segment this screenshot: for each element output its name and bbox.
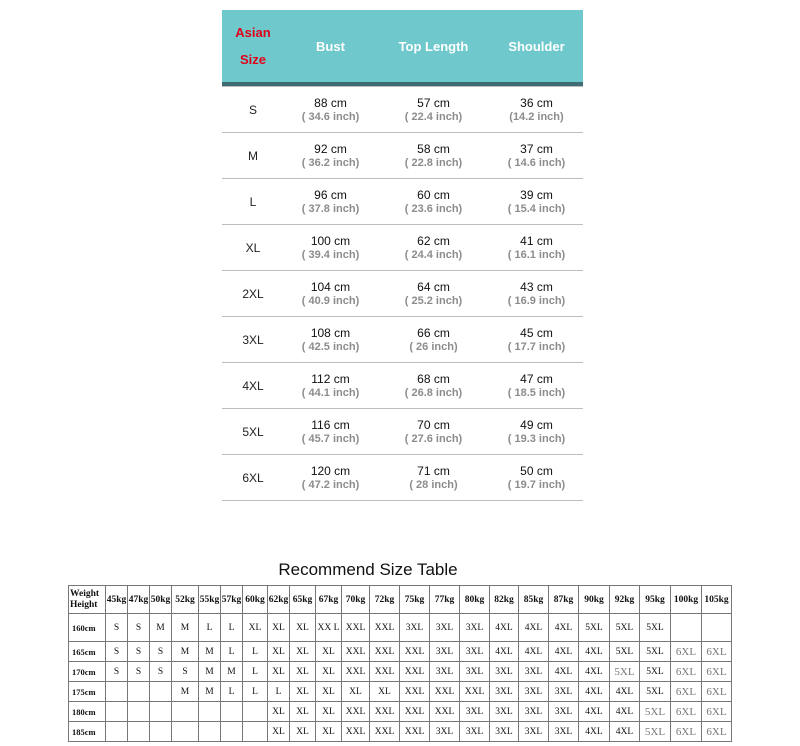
- recommend-cell: S: [128, 662, 150, 682]
- weight-header: 70kg: [342, 586, 370, 614]
- top-length-cell: 71 cm ( 28 inch): [377, 455, 490, 501]
- recommend-cell: 5XL: [579, 614, 610, 642]
- recommend-cell: XL: [290, 662, 316, 682]
- recommend-cell: XXL: [430, 682, 460, 702]
- weight-header: 95kg: [640, 586, 671, 614]
- recommend-cell: S: [172, 662, 199, 682]
- recommend-header-row: [69, 586, 732, 614]
- size-row: [222, 271, 583, 317]
- recommend-cell: 3XL: [460, 642, 490, 662]
- recommend-cell: XXL: [400, 722, 430, 742]
- recommend-cell: XXL: [430, 702, 460, 722]
- recommend-cell: 6XL: [671, 682, 702, 702]
- recommend-cell: L: [221, 642, 243, 662]
- top-length-cell: 68 cm ( 26.8 inch): [377, 363, 490, 409]
- size-row: [222, 363, 583, 409]
- size-label: S: [222, 87, 284, 133]
- height-label: 170cm: [69, 662, 106, 682]
- recommend-cell: 3XL: [490, 722, 519, 742]
- size-row: [222, 87, 583, 133]
- weight-header: 82kg: [490, 586, 519, 614]
- recommend-cell: 5XL: [640, 722, 671, 742]
- bust-cell: 112 cm ( 44.1 inch): [284, 363, 377, 409]
- shoulder-cell: 45 cm ( 17.7 inch): [490, 317, 583, 363]
- recommend-cell: L: [243, 682, 268, 702]
- recommend-cell: XXL: [370, 722, 400, 742]
- bust-cell: 96 cm ( 37.8 inch): [284, 179, 377, 225]
- recommend-cell: XL: [268, 722, 290, 742]
- recommend-cell: XXL: [342, 642, 370, 662]
- recommend-cell: 3XL: [519, 682, 549, 702]
- recommend-cell: S: [106, 662, 128, 682]
- recommend-cell: 3XL: [519, 722, 549, 742]
- height-label: 185cm: [69, 722, 106, 742]
- recommend-cell: XL: [290, 642, 316, 662]
- recommend-cell: [243, 702, 268, 722]
- recommend-cell: XXL: [342, 614, 370, 642]
- recommend-cell: 4XL: [549, 614, 579, 642]
- recommend-size-table: [68, 585, 732, 742]
- recommend-cell: XL: [268, 614, 290, 642]
- size-label: 2XL: [222, 271, 284, 317]
- size-row: [222, 317, 583, 363]
- weight-header: 52kg: [172, 586, 199, 614]
- recommend-cell: XXL: [370, 702, 400, 722]
- recommend-cell: 5XL: [640, 642, 671, 662]
- recommend-cell: [128, 722, 150, 742]
- bust-cell: 120 cm ( 47.2 inch): [284, 455, 377, 501]
- header-top-length: Top Length: [377, 10, 490, 82]
- recommend-cell: M: [199, 682, 221, 702]
- recommend-cell: 4XL: [490, 642, 519, 662]
- recommend-cell: M: [150, 614, 172, 642]
- shoulder-cell: 49 cm ( 19.3 inch): [490, 409, 583, 455]
- recommend-cell: 3XL: [549, 702, 579, 722]
- recommend-cell: XXL: [370, 642, 400, 662]
- recommend-cell: S: [150, 662, 172, 682]
- weight-header: 45kg: [106, 586, 128, 614]
- weight-header: 50kg: [150, 586, 172, 614]
- header-asian-size: Asian Size: [222, 10, 284, 82]
- weight-height-corner: Weight Height: [69, 586, 106, 614]
- header-bust: Bust: [284, 10, 377, 82]
- recommend-cell: 6XL: [671, 642, 702, 662]
- weight-header: 75kg: [400, 586, 430, 614]
- bust-cell: 88 cm ( 34.6 inch): [284, 87, 377, 133]
- recommend-cell: 3XL: [490, 702, 519, 722]
- height-label: 165cm: [69, 642, 106, 662]
- recommend-cell: [128, 702, 150, 722]
- size-row: [222, 179, 583, 225]
- recommend-cell: M: [221, 662, 243, 682]
- recommend-cell: 4XL: [579, 722, 610, 742]
- recommend-cell: [221, 702, 243, 722]
- recommend-row: [69, 722, 732, 742]
- recommend-cell: 4XL: [490, 614, 519, 642]
- recommend-cell: XXL: [460, 682, 490, 702]
- weight-header: 72kg: [370, 586, 400, 614]
- recommend-cell: XL: [370, 682, 400, 702]
- shoulder-cell: 43 cm ( 16.9 inch): [490, 271, 583, 317]
- recommend-cell: 5XL: [640, 662, 671, 682]
- bust-cell: 92 cm ( 36.2 inch): [284, 133, 377, 179]
- weight-header: 47kg: [128, 586, 150, 614]
- recommend-cell: 6XL: [671, 662, 702, 682]
- size-label: 6XL: [222, 455, 284, 501]
- recommend-cell: 6XL: [702, 682, 732, 702]
- recommend-cell: 6XL: [702, 722, 732, 742]
- size-chart-table: [222, 10, 583, 501]
- recommend-cell: [702, 614, 732, 642]
- recommend-cell: [199, 702, 221, 722]
- recommend-cell: 3XL: [460, 662, 490, 682]
- recommend-cell: 3XL: [549, 722, 579, 742]
- recommend-cell: XL: [316, 662, 342, 682]
- recommend-cell: S: [106, 642, 128, 662]
- header-shoulder: Shoulder: [490, 10, 583, 82]
- recommend-row: [69, 614, 732, 642]
- recommend-cell: 5XL: [640, 682, 671, 702]
- recommend-cell: XL: [290, 722, 316, 742]
- recommend-cell: [150, 722, 172, 742]
- recommend-cell: 3XL: [430, 614, 460, 642]
- size-label: M: [222, 133, 284, 179]
- recommend-cell: M: [199, 662, 221, 682]
- recommend-cell: XXL: [400, 682, 430, 702]
- recommend-cell: 4XL: [610, 702, 640, 722]
- recommend-cell: 4XL: [519, 642, 549, 662]
- bust-cell: 100 cm ( 39.4 inch): [284, 225, 377, 271]
- recommend-cell: XL: [316, 642, 342, 662]
- weight-header: 105kg: [702, 586, 732, 614]
- recommend-cell: XXL: [400, 642, 430, 662]
- recommend-cell: 4XL: [579, 702, 610, 722]
- recommend-cell: XXL: [370, 614, 400, 642]
- top-length-cell: 57 cm ( 22.4 inch): [377, 87, 490, 133]
- recommend-cell: 4XL: [579, 662, 610, 682]
- recommend-cell: XL: [316, 682, 342, 702]
- recommend-cell: 3XL: [519, 702, 549, 722]
- recommend-cell: 3XL: [430, 722, 460, 742]
- recommend-cell: M: [199, 642, 221, 662]
- recommend-cell: 5XL: [610, 642, 640, 662]
- recommend-cell: 6XL: [671, 722, 702, 742]
- shoulder-cell: 39 cm ( 15.4 inch): [490, 179, 583, 225]
- recommend-cell: S: [128, 642, 150, 662]
- recommend-cell: [106, 702, 128, 722]
- recommend-cell: 3XL: [460, 702, 490, 722]
- recommend-cell: XL: [290, 682, 316, 702]
- top-length-cell: 60 cm ( 23.6 inch): [377, 179, 490, 225]
- recommend-cell: S: [106, 614, 128, 642]
- weight-header: 90kg: [579, 586, 610, 614]
- recommend-cell: [199, 722, 221, 742]
- recommend-cell: XL: [316, 722, 342, 742]
- recommend-cell: 4XL: [519, 614, 549, 642]
- size-label: L: [222, 179, 284, 225]
- recommend-cell: 4XL: [579, 682, 610, 702]
- recommend-cell: 3XL: [490, 682, 519, 702]
- top-length-cell: 62 cm ( 24.4 inch): [377, 225, 490, 271]
- recommend-cell: XL: [243, 614, 268, 642]
- recommend-cell: 3XL: [490, 662, 519, 682]
- recommend-cell: 6XL: [702, 662, 732, 682]
- size-label: 4XL: [222, 363, 284, 409]
- weight-header: 67kg: [316, 586, 342, 614]
- top-length-cell: 66 cm ( 26 inch): [377, 317, 490, 363]
- recommend-cell: M: [172, 614, 199, 642]
- recommend-cell: 3XL: [460, 722, 490, 742]
- weight-header: 85kg: [519, 586, 549, 614]
- weight-header: 87kg: [549, 586, 579, 614]
- recommend-cell: [106, 722, 128, 742]
- recommend-cell: [106, 682, 128, 702]
- shoulder-cell: 37 cm ( 14.6 inch): [490, 133, 583, 179]
- recommend-row: [69, 702, 732, 722]
- recommend-cell: L: [243, 662, 268, 682]
- recommend-cell: XX L: [316, 614, 342, 642]
- weight-header: 80kg: [460, 586, 490, 614]
- size-label: 3XL: [222, 317, 284, 363]
- recommend-cell: XL: [268, 702, 290, 722]
- recommend-cell: 5XL: [640, 702, 671, 722]
- height-label: 180cm: [69, 702, 106, 722]
- height-label: 160cm: [69, 614, 106, 642]
- recommend-cell: 4XL: [610, 722, 640, 742]
- recommend-cell: 6XL: [702, 642, 732, 662]
- recommend-cell: XXL: [342, 702, 370, 722]
- bust-cell: 116 cm ( 45.7 inch): [284, 409, 377, 455]
- shoulder-cell: 47 cm ( 18.5 inch): [490, 363, 583, 409]
- shoulder-cell: 50 cm ( 19.7 inch): [490, 455, 583, 501]
- recommend-cell: 3XL: [460, 614, 490, 642]
- recommend-cell: L: [268, 682, 290, 702]
- recommend-cell: 3XL: [549, 682, 579, 702]
- height-label: 175cm: [69, 682, 106, 702]
- top-length-cell: 70 cm ( 27.6 inch): [377, 409, 490, 455]
- recommend-cell: S: [150, 642, 172, 662]
- recommend-row: [69, 682, 732, 702]
- recommend-cell: 4XL: [549, 662, 579, 682]
- recommend-cell: L: [243, 642, 268, 662]
- recommend-cell: L: [221, 682, 243, 702]
- recommend-cell: XXL: [400, 702, 430, 722]
- recommend-cell: 3XL: [400, 614, 430, 642]
- shoulder-cell: 41 cm ( 16.1 inch): [490, 225, 583, 271]
- weight-header: 92kg: [610, 586, 640, 614]
- recommend-cell: 6XL: [702, 702, 732, 722]
- recommend-cell: M: [172, 682, 199, 702]
- recommend-cell: XXL: [400, 662, 430, 682]
- recommend-cell: 4XL: [549, 642, 579, 662]
- recommend-cell: 3XL: [430, 642, 460, 662]
- recommend-row: [69, 642, 732, 662]
- recommend-cell: [221, 722, 243, 742]
- recommend-cell: 6XL: [671, 702, 702, 722]
- size-row: [222, 455, 583, 501]
- recommend-cell: L: [199, 614, 221, 642]
- recommend-cell: [150, 682, 172, 702]
- top-length-cell: 58 cm ( 22.8 inch): [377, 133, 490, 179]
- size-row: [222, 225, 583, 271]
- recommend-cell: [172, 702, 199, 722]
- recommend-cell: 4XL: [579, 642, 610, 662]
- bust-cell: 108 cm ( 42.5 inch): [284, 317, 377, 363]
- weight-header: 57kg: [221, 586, 243, 614]
- recommend-cell: [243, 722, 268, 742]
- weight-header: 60kg: [243, 586, 268, 614]
- recommend-title: Recommend Size Table: [278, 560, 458, 579]
- weight-header: 55kg: [199, 586, 221, 614]
- recommend-cell: XL: [268, 642, 290, 662]
- recommend-cell: XXL: [370, 662, 400, 682]
- recommend-cell: 5XL: [610, 614, 640, 642]
- recommend-cell: 5XL: [640, 614, 671, 642]
- recommend-cell: [671, 614, 702, 642]
- size-row: [222, 409, 583, 455]
- recommend-cell: [150, 702, 172, 722]
- recommend-cell: [128, 682, 150, 702]
- recommend-cell: S: [128, 614, 150, 642]
- size-label: 5XL: [222, 409, 284, 455]
- weight-header: 77kg: [430, 586, 460, 614]
- weight-header: 100kg: [671, 586, 702, 614]
- size-label: XL: [222, 225, 284, 271]
- shoulder-cell: 36 cm (14.2 inch): [490, 87, 583, 133]
- recommend-cell: XXL: [342, 662, 370, 682]
- recommend-cell: L: [221, 614, 243, 642]
- recommend-cell: XL: [316, 702, 342, 722]
- recommend-cell: M: [172, 642, 199, 662]
- recommend-cell: 3XL: [430, 662, 460, 682]
- recommend-cell: XL: [290, 614, 316, 642]
- recommend-cell: 5XL: [610, 662, 640, 682]
- recommend-cell: [172, 722, 199, 742]
- recommend-cell: XL: [342, 682, 370, 702]
- top-length-cell: 64 cm ( 25.2 inch): [377, 271, 490, 317]
- recommend-row: [69, 662, 732, 682]
- bust-cell: 104 cm ( 40.9 inch): [284, 271, 377, 317]
- size-row: [222, 133, 583, 179]
- recommend-cell: 4XL: [610, 682, 640, 702]
- weight-header: 65kg: [290, 586, 316, 614]
- weight-header: 62kg: [268, 586, 290, 614]
- size-chart-header-row: [222, 10, 583, 82]
- recommend-cell: XL: [290, 702, 316, 722]
- recommend-cell: XL: [268, 662, 290, 682]
- recommend-cell: XXL: [342, 722, 370, 742]
- recommend-cell: 3XL: [519, 662, 549, 682]
